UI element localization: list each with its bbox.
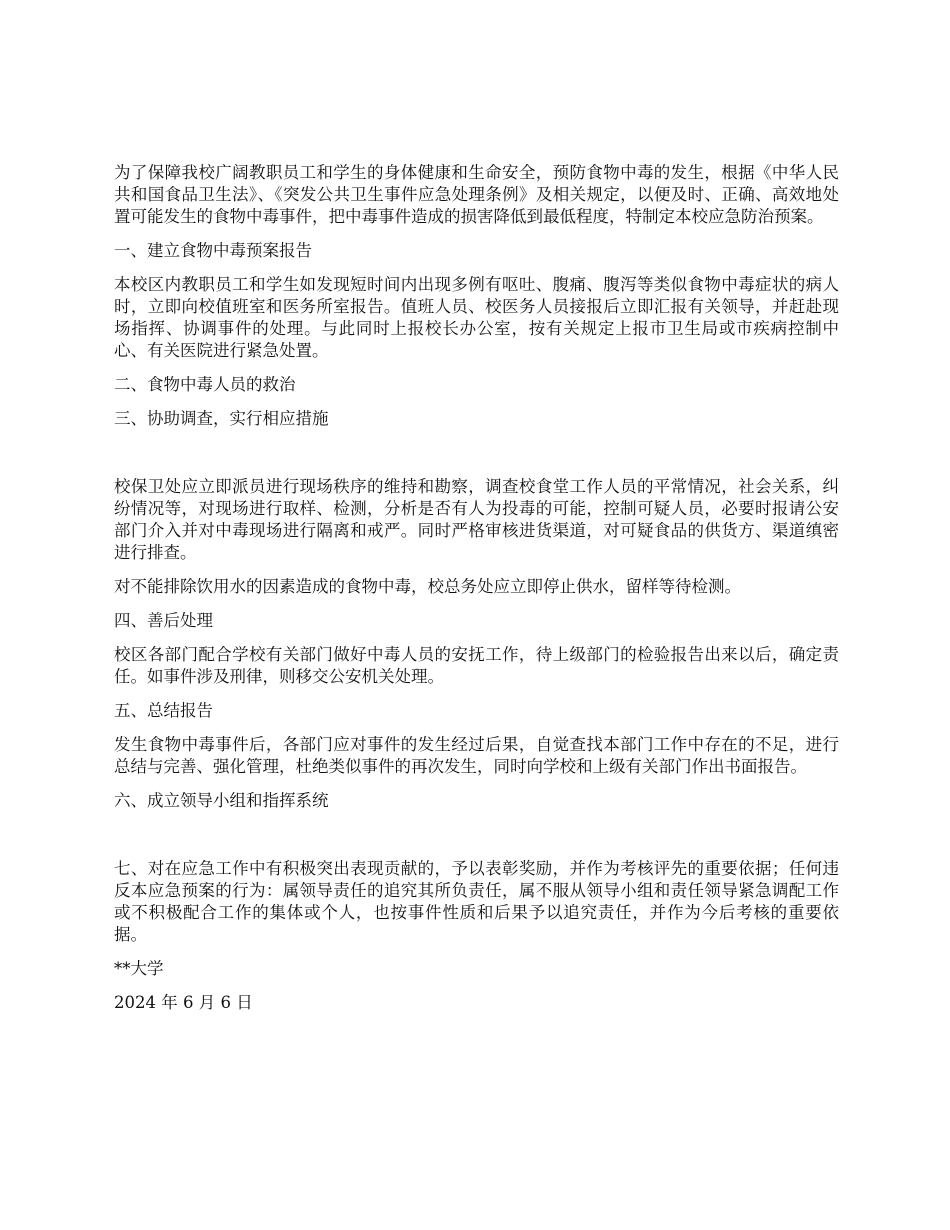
section-7-paragraph: 七、对在应急工作中有积极突出表现贡献的，予以表彰奖励，并作为考核评先的重要依据；任何违反本应急预案的行为：属领导责任的追究其所负责任，属不服从领导小组和责任领导紧急调配工作或不积极配合工作的集体或个人，也按事件性质和后果予以追究责任，并作为今后考核的重要依据。 (114, 859, 839, 944)
section-4-paragraph: 校区各部门配合学校有关部门做好中毒人员的安抚工作，待上级部门的检验报告出来以后，确定责任。如事件涉及刑律，则移交公安机关处理。 (114, 645, 839, 686)
section-heading-4: 四、善后处理 (114, 611, 213, 630)
section-heading-5: 五、总结报告 (114, 701, 213, 720)
intro-paragraph: 为了保障我校广阔教职员工和学生的身体健康和生命安全，预防食物中毒的发生，根据《中华人民共和国食品卫生法》、《突发公共卫生事件应急处理条例》及相关规定，以便及时、正确、高效地处置可能发生的食物中毒事件，把中毒事件造成的损害降低到最低程度，特制定本校应急防治预案。 (114, 163, 839, 226)
document-body (114, 162, 839, 1026)
section-heading-3: 三、协助调查，实行相应措施 (114, 409, 329, 428)
signature-date: 2024 年 6 月 6 日 (114, 993, 253, 1012)
section-heading-2: 二、食物中毒人员的救治 (114, 375, 296, 394)
section-3-paragraph-2: 对不能排除饮用水的因素造成的食物中毒，校总务处应立即停止供水，留样等待检测。 (114, 577, 741, 596)
section-heading-6: 六、成立领导小组和指挥系统 (114, 791, 329, 810)
section-1-paragraph: 本校区内教职员工和学生如发现短时间内出现多例有呕吐、腹痛、腹泻等类似食物中毒症状的病人时，立即向校值班室和医务所室报告。值班人员、校医务人员接报后立即汇报有关领导，并赶赴现场指挥、协调事件的处理。与此同时上报校长办公室，按有关规定上报市卫生局或市疾病控制中心、有关医院进行紧急处置。 (114, 275, 839, 360)
section-5-paragraph: 发生食物中毒事件后，各部门应对事件的发生经过后果，自觉查找本部门工作中存在的不足，进行总结与完善、强化管理，杜绝类似事件的再次发生，同时向学校和上级有关部门作出书面报告。 (114, 735, 839, 776)
section-heading-1: 一、建立食物中毒预案报告 (114, 241, 312, 260)
blank-gap (114, 824, 839, 858)
signature-organization: **大学 (114, 959, 164, 978)
section-3-paragraph-1: 校保卫处应立即派员进行现场秩序的维持和勘察，调查校食堂工作人员的平常情况，社会关系，纠纷情况等，对现场进行取样、检测，分析是否有人为投毒的可能，控制可疑人员，必要时报请公安部门介入并对中毒现场进行隔离和戒严。同时严格审核进货渠道，对可疑食品的供货方、渠道缜密进行排查。 (114, 477, 839, 562)
blank-gap (114, 442, 839, 476)
